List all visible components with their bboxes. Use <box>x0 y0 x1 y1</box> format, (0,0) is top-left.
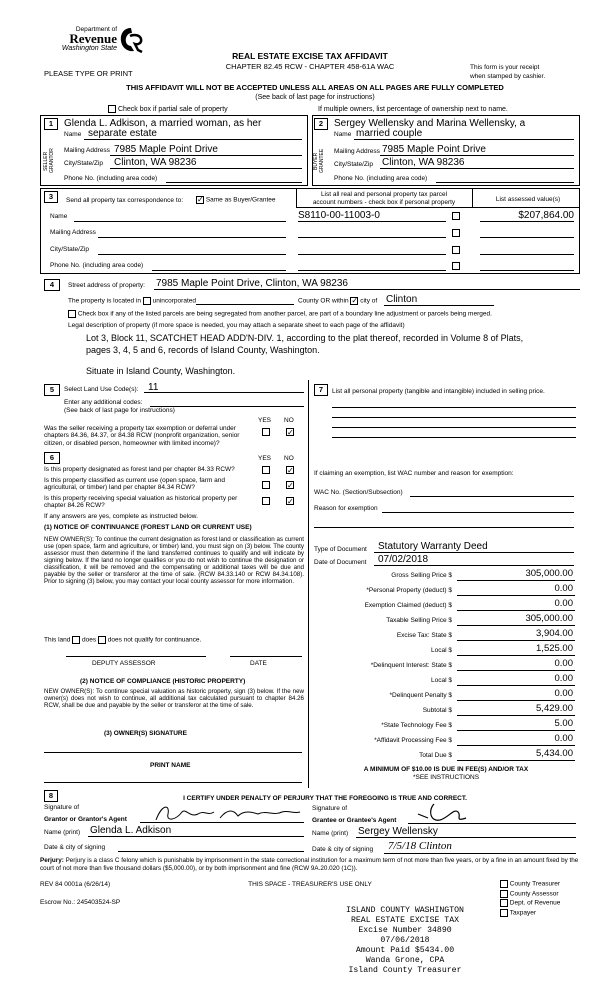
wa-logo-icon <box>118 26 144 54</box>
wac-number-label: WAC No. (Section/Subsection) <box>314 489 403 496</box>
copy-item <box>500 890 560 898</box>
historic-yes-checkbox[interactable] <box>262 497 270 505</box>
city-of-checkbox[interactable]: ✓ <box>351 296 359 305</box>
seller-address: 7985 Maple Point Drive <box>114 144 218 155</box>
receipt-note-1: This form is your receipt <box>470 64 540 71</box>
send-correspondence-label: Send all property tax correspondence to: <box>66 197 184 204</box>
legal-description-label: Legal description of property (if more space is needed, you may attach a separate sheet to each page of the affidavit) <box>68 322 405 329</box>
if-yes-note: If any answers are yes, complete as instructed below. <box>44 513 198 520</box>
logo-revenue: Revenue <box>69 31 117 47</box>
dor-logo <box>55 26 117 54</box>
fee-value: 305,000.00 <box>457 614 575 626</box>
seller-name-label: Name <box>64 131 82 138</box>
copy-label: Taxpayer <box>508 909 537 917</box>
deputy-date-label: DATE <box>250 660 267 667</box>
see-instructions-note: *SEE INSTRUCTIONS <box>412 774 480 781</box>
legal-description-line2: pages 3, 4, 5 and 6, records of Island County, Washington. <box>86 345 320 355</box>
buyer-address: 7985 Maple Point Drive <box>382 144 486 155</box>
document-type: Statutory Warranty Deed <box>378 541 488 552</box>
perjury-text: Perjury is a class C felony which is punishable by imprisonment in the state correctional institution for a maximum term of not more than five years, or by a fine in an amount fixed by the court of not more than five thousand dollars ($5,000.00), or by both imprisonment and fine (RCW 9A.20.020 (1C)). <box>40 857 579 872</box>
fee-value: 1,525.00 <box>457 644 575 656</box>
personal-property-checkbox-4[interactable] <box>452 262 460 270</box>
fee-value: 0.00 <box>457 599 575 611</box>
buyer-name-line2: married couple <box>356 128 423 139</box>
grantor-agent-label: Grantor or Grantor's Agent <box>44 816 127 823</box>
does-not-label: does not qualify for continuance. <box>107 636 202 644</box>
additional-codes-label: Enter any additional codes: <box>64 399 143 406</box>
exemption-reason-label: Reason for exemption <box>314 505 378 512</box>
treasurer-stamp <box>330 906 480 976</box>
current-use-yes-checkbox[interactable] <box>262 481 270 489</box>
copy-checkbox[interactable] <box>500 909 508 917</box>
grantee-signature-of-label: Signature of <box>312 805 348 812</box>
partial-sale-label: Check box if partial sale of property <box>117 105 228 113</box>
correspondence-city-label: City/State/Zip <box>50 246 90 253</box>
stamp-line: 07/06/2018 <box>380 936 430 945</box>
fee-label: Local $ <box>431 647 452 654</box>
correspondence-address-label: Mailing Address <box>50 229 96 236</box>
fee-value: 0.00 <box>457 584 575 596</box>
multiple-owners-note: If multiple owners, list percentage of ownership next to name. <box>318 106 508 113</box>
legal-description-line1: Lot 3, Block 11, SCATCHET HEAD ADD'N-DIV. 1, according to the plat thereof, recorded in Volume 8 of Plats, <box>86 333 524 343</box>
sec6-yes-header: YES <box>258 455 272 462</box>
personal-property-checkbox-1[interactable] <box>452 212 460 220</box>
escrow-number: Escrow No.: 245403524-SP <box>40 899 121 906</box>
exemption-yes-checkbox[interactable] <box>262 428 270 436</box>
fee-value: 5,429.00 <box>457 704 575 716</box>
logo-state: Washington State <box>61 45 117 53</box>
receipt-note-2: when stamped by cashier. <box>470 73 546 80</box>
fee-value: 0.00 <box>457 674 575 686</box>
notice-compliance-text: NEW OWNER(S): To continue special valuation as historic property, sign (3) below. If the new owner(s) does not wish to continue, all additional tax calculated pursuant to chapter 84.26 RCW, shall be due and payable by the seller or transferor at the time of sale. <box>44 688 304 709</box>
correspondence-phone-label: Phone No. (including area code) <box>50 262 144 269</box>
qualify-row <box>44 636 201 644</box>
partial-sale-checkbox-row <box>108 105 228 114</box>
fee-row <box>312 689 580 703</box>
minimum-due-note: A MINIMUM OF $10.00 IS DUE IN FEE(S) AND/OR TAX <box>363 766 529 773</box>
please-type: PLEASE TYPE OR PRINT <box>44 69 133 78</box>
legal-description-line3: Situate in Island County, Washington. <box>86 366 236 376</box>
fee-label: Subtotal $ <box>422 707 452 714</box>
exemption-question: Was the seller receiving a property tax exemption or deferral under chapters 84.36, 84.37, or 84.38 RCW (nonprofit organization, senior citizen, or disabled person, homeowner with limited income)? <box>44 425 240 447</box>
fee-value: 0.00 <box>457 734 575 746</box>
grantor-signature-of-label: Signature of <box>44 804 80 811</box>
seller-city: Clinton, WA 98236 <box>114 157 197 168</box>
unincorporated-checkbox[interactable] <box>143 297 151 305</box>
seller-phone-label: Phone No. (including area code) <box>64 175 158 182</box>
section-1-number: 1 <box>44 118 58 130</box>
fee-row <box>312 614 580 628</box>
seller-city-label: City/State/Zip <box>64 160 104 167</box>
owner-signature-label: (3) OWNER(S) SIGNATURE <box>104 730 187 737</box>
land-use-label: Select Land Use Code(s): <box>64 386 139 393</box>
located-label: The property is located in <box>68 297 141 305</box>
fee-row <box>312 584 580 598</box>
section-4-number: 4 <box>44 279 60 291</box>
assessed-value-header: List assessed value(s) <box>495 196 561 203</box>
copy-label: County Treasurer <box>508 880 561 888</box>
logo-dept-of: Department of <box>75 26 117 33</box>
copy-label: County Assessor <box>508 890 559 898</box>
copy-checkbox[interactable] <box>500 880 508 888</box>
document-date: 07/02/2018 <box>378 554 429 565</box>
property-street-address: 7985 Maple Point Drive, Clinton, WA 98236 <box>156 278 348 289</box>
treasurer-use-label: THIS SPACE - TREASURER'S USE ONLY <box>248 881 372 888</box>
correspondence-name-label: Name <box>50 213 68 220</box>
buyer-phone-label: Phone No. (including area code) <box>334 175 428 182</box>
fee-label: *Delinquent Penalty $ <box>389 692 452 699</box>
segregated-row <box>68 310 580 318</box>
seller-side-label: SELLER GRANTOR <box>43 148 55 174</box>
document-date-label: Date of Document <box>314 559 367 566</box>
copy-checkbox[interactable] <box>500 899 508 907</box>
fee-label: *Affidavit Processing Fee $ <box>374 737 452 744</box>
form-chapter: CHAPTER 82.45 RCW - CHAPTER 458-61A WAC <box>225 62 395 71</box>
stamp-line: REAL ESTATE EXCISE TAX <box>350 916 460 925</box>
buyer-side-label: BUYER GRANTEE <box>313 148 325 174</box>
grantee-agent-label: Grantee or Grantee's Agent <box>312 817 397 824</box>
grantor-date-city-label: Date & city of signing <box>44 844 106 851</box>
forest-no-checkbox[interactable]: ✓ <box>287 466 294 475</box>
stamp-line: Amount Paid $5434.00 <box>355 946 455 955</box>
partial-sale-checkbox[interactable] <box>108 105 116 113</box>
fee-value: 5.00 <box>457 719 575 731</box>
section-6-number: 6 <box>44 452 60 464</box>
personal-property-label: List all personal property (tangible and intangible) included in selling price. <box>332 388 545 395</box>
fee-label: Local $ <box>431 677 452 684</box>
print-name-label: PRINT NAME <box>150 762 191 769</box>
grantee-name-print-label: Name (print) <box>312 830 349 837</box>
city-of-label: city of <box>360 297 378 305</box>
forest-yes-checkbox[interactable] <box>262 466 270 474</box>
stamp-line: Island County Treasurer <box>348 966 462 975</box>
additional-codes-see: (See back of last page for instructions) <box>64 407 175 414</box>
copy-label: Dept. of Revenue <box>508 900 561 908</box>
land-use-code: 11 <box>148 382 159 393</box>
assessed-value: $207,864.00 <box>518 210 574 221</box>
same-as-buyer-label: Same as Buyer/Grantee <box>205 196 276 204</box>
grantor-name-print-label: Name (print) <box>44 829 81 836</box>
fee-label: *Personal Property (deduct) $ <box>366 587 452 594</box>
does-label: does <box>82 636 97 644</box>
personal-property-checkbox-3[interactable] <box>452 246 460 254</box>
fee-label: Total Due $ <box>419 752 452 759</box>
form-title: REAL ESTATE EXCISE TAX AFFIDAVIT <box>232 51 388 61</box>
perjury-notice <box>40 857 588 872</box>
stamp-line: ISLAND COUNTY WASHINGTON <box>346 906 464 915</box>
buyer-city: Clinton, WA 98236 <box>382 157 465 168</box>
city-row <box>298 297 377 305</box>
forest-land-question: Is this property designated as forest land per chapter 84.33 RCW? <box>44 466 235 473</box>
copy-item <box>500 899 560 907</box>
notice-continuance-text: NEW OWNER(S): To continue the current designation as forest land or classification as current use (open space, farm and agriculture, or timber) land, you must sign on (3) below. The county assessor must then determine if the land transferred continues to qualify and will indicate by signing below. If the land no longer qualifies or you do not wish to continue the designation or classification, it will be removed and the compensating or additional taxes will be due and payable by the seller or transferor at the time of sale. (RCW 84.33.140 or RCW 84.34.108). Prior to signing (3) below, you may contact your local county assessor for more information. <box>44 536 304 585</box>
section-2-number: 2 <box>314 118 328 130</box>
fee-label: *State Technology Fee $ <box>381 722 452 729</box>
fee-label: Taxable Selling Price $ <box>386 617 452 624</box>
segregated-checkbox[interactable] <box>68 310 76 318</box>
document-type-label: Type of Document <box>314 546 367 553</box>
current-use-question: Is this property classified as current use (open space, farm and agricultural, or timber) land per chapter 84.34 RCW? <box>44 477 226 492</box>
copy-checkbox[interactable] <box>500 890 508 898</box>
fee-row <box>312 719 580 733</box>
see-instructions: (See back of last page for instructions) <box>255 94 375 101</box>
located-row <box>68 297 196 305</box>
seller-address-label: Mailing Address <box>64 147 110 154</box>
warning-banner: THIS AFFIDAVIT WILL NOT BE ACCEPTED UNLESS ALL AREAS ON ALL PAGES ARE FULLY COMPLETED <box>126 83 504 92</box>
fee-row <box>312 674 580 688</box>
buyer-name-label: Name <box>334 131 352 138</box>
sec5-no-header: NO <box>284 417 294 424</box>
fee-value: 305,000.00 <box>457 569 575 581</box>
certify-statement: I CERTIFY UNDER PENALTY OF PERJURY THAT THE FOREGOING IS TRUE AND CORRECT. <box>183 795 467 802</box>
fee-row <box>312 599 580 613</box>
fee-row <box>312 629 580 643</box>
fee-label: *Delinquent Interest: State $ <box>370 662 452 669</box>
fee-label: Excise Tax: State $ <box>396 632 452 639</box>
deputy-assessor-label: DEPUTY ASSESSOR <box>92 660 156 667</box>
fee-row <box>312 704 580 718</box>
stamp-line: Excise Number 34890 <box>358 926 452 935</box>
buyer-city-label: City/State/Zip <box>334 161 374 168</box>
parcel-list-header-1: List all real and personal property tax parcel <box>320 191 448 198</box>
segregated-label: Check box if any of the listed parcels are being segregated from another parcel, are part of a boundary line adjustment or parcels being merged. <box>77 310 492 318</box>
parcel-list-header-2: account numbers - check box if personal property <box>312 199 456 206</box>
fee-label: Gross Selling Price $ <box>391 572 452 579</box>
grantee-date-city: 7/5/18 Clinton <box>388 840 452 852</box>
property-city: Clinton <box>386 294 418 305</box>
historic-question: Is this property receiving special valuation as historical property per chapter 84.26 RCW? <box>44 495 238 510</box>
current-use-no-checkbox[interactable]: ✓ <box>287 481 294 490</box>
buyer-name-line1: Sergey Wellensky and Marina Wellensky, a <box>334 118 526 129</box>
seller-name-line2: separate estate <box>88 128 157 139</box>
copy-distribution <box>500 880 560 919</box>
same-as-buyer-row <box>196 196 276 204</box>
fee-row <box>312 659 580 673</box>
fee-value: 3,904.00 <box>457 629 575 641</box>
section-5-number: 5 <box>44 384 60 396</box>
column-divider <box>308 380 309 788</box>
county-or-within-label: County OR within <box>298 297 349 305</box>
fee-label: Exemption Claimed (deduct) $ <box>364 602 452 609</box>
section-3-number: 3 <box>44 191 58 203</box>
claim-exemption-label: If claiming an exemption, list WAC number and reason for exemption: <box>314 470 514 477</box>
fee-row <box>312 749 580 763</box>
sec5-yes-header: YES <box>258 417 272 424</box>
fee-row <box>312 569 580 583</box>
fee-value: 0.00 <box>457 689 575 701</box>
does-qualify-checkbox[interactable] <box>72 636 80 644</box>
personal-property-checkbox-2[interactable] <box>452 229 460 237</box>
grantee-printed-name: Sergey Wellensky <box>358 826 438 837</box>
sec6-no-header: NO <box>284 455 294 462</box>
does-not-qualify-checkbox[interactable] <box>98 636 106 644</box>
fee-row <box>312 644 580 658</box>
fee-value: 5,434.00 <box>457 749 575 761</box>
seller-name-line1: Glenda L. Adkison, a married woman, as her <box>64 118 262 129</box>
exemption-no-checkbox[interactable]: ✓ <box>287 428 294 437</box>
same-as-buyer-checkbox[interactable]: ✓ <box>197 195 204 204</box>
parcel-number: S8110-00-11003-0 <box>298 210 380 221</box>
perjury-lead: Perjury: <box>40 857 64 864</box>
section-8-number: 8 <box>44 790 58 802</box>
copy-item <box>500 880 560 888</box>
historic-no-checkbox[interactable]: ✓ <box>287 497 294 506</box>
notice-continuance-title: (1) NOTICE OF CONTINUANCE (FOREST LAND OR CURRENT USE) <box>44 524 252 531</box>
copy-item <box>500 909 560 917</box>
this-land-label: This land <box>44 636 71 644</box>
notice-compliance-title: (2) NOTICE OF COMPLIANCE (HISTORIC PROPERTY) <box>80 678 246 685</box>
stamp-line: Wanda Grone, CPA <box>365 956 445 965</box>
section-7-number: 7 <box>314 384 328 396</box>
fee-row <box>312 734 580 748</box>
grantor-printed-name: Glenda L. Adkison <box>90 825 172 836</box>
street-address-label: Street address of property: <box>68 282 145 289</box>
grantee-date-city-label: Date & city of signing <box>312 846 374 853</box>
unincorporated-label: unincorporated <box>152 297 196 305</box>
buyer-address-label: Mailing Address <box>334 148 380 155</box>
form-revision: REV 84 0001a (6/26/14) <box>40 881 111 888</box>
fee-value: 0.00 <box>457 659 575 671</box>
